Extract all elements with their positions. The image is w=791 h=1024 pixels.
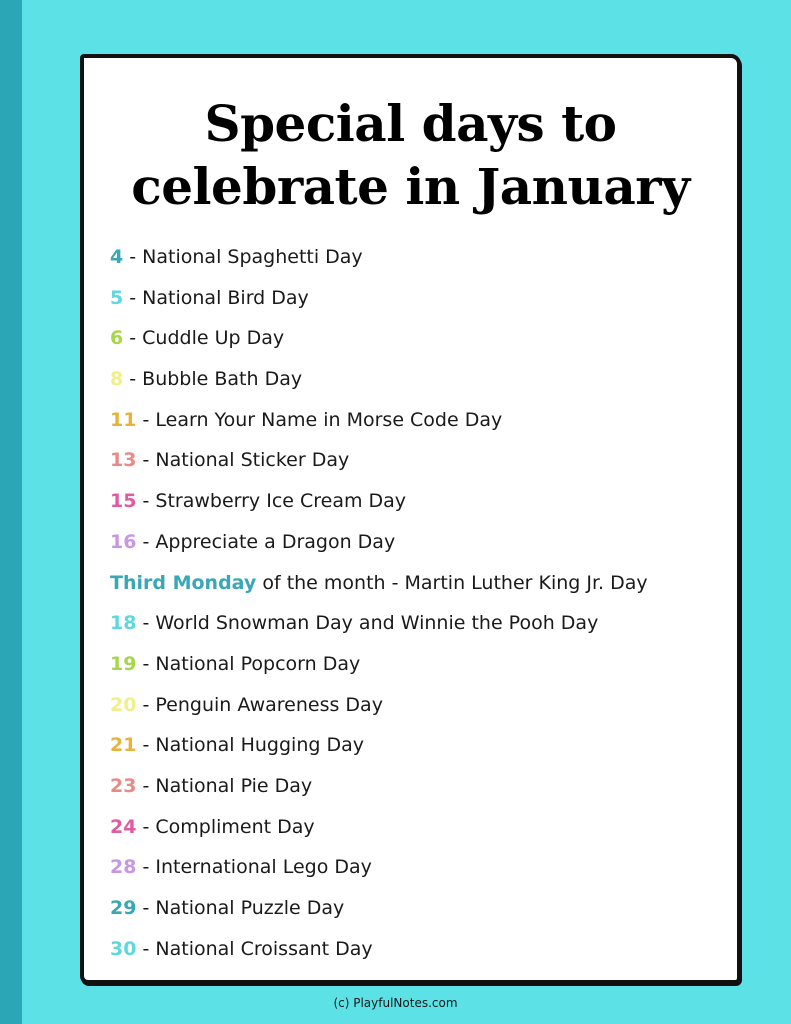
day-number: 4 [110,246,124,268]
list-item [110,278,648,319]
list-item [110,563,648,604]
list-item [110,847,648,888]
day-number: 20 [110,693,137,716]
list-item [110,481,648,522]
page-title [84,92,737,218]
day-description: - Appreciate a Dragon Day [136,530,396,553]
day-number: Third Monday [110,571,257,594]
list-item [110,807,648,848]
day-description: - Penguin Awareness Day [136,693,383,716]
day-number: 24 [110,815,137,838]
day-description: - Cuddle Up Day [123,327,285,350]
list-item [110,725,648,766]
day-description: - Bubble Bath Day [123,368,303,391]
day-number: 28 [110,856,137,879]
day-number: 21 [110,734,137,757]
day-number: 18 [110,612,137,635]
day-number: 16 [110,530,137,553]
day-number: 11 [110,408,137,431]
list-item [110,929,648,970]
list-item [110,644,648,685]
day-number: 19 [110,652,137,675]
list-item [110,766,648,807]
day-description: - National Puzzle Day [136,897,345,919]
list-item [110,440,648,481]
title-line-1: Special days to [204,94,617,153]
day-number: 13 [110,449,137,472]
special-days-list [110,237,648,969]
day-number: 23 [110,774,137,797]
title-line-2: celebrate in January [131,157,690,216]
day-description: - Learn Your Name in Morse Code Day [136,408,503,431]
list-item [110,888,648,929]
list-item [110,359,648,400]
day-number: 8 [110,368,124,391]
day-description: - National Pie Day [136,774,313,797]
day-description: - National Spaghetti Day [123,246,363,268]
day-description: of the month - Martin Luther King Jr. Day [256,571,648,594]
day-description: - International Lego Day [136,856,372,879]
content-card [80,54,741,984]
day-description: - National Popcorn Day [136,652,361,675]
list-item [110,685,648,726]
day-number: 30 [110,937,137,960]
list-item [110,318,648,359]
list-item [110,237,648,278]
day-description: - Strawberry Ice Cream Day [136,490,407,513]
list-item [110,522,648,563]
day-number: 6 [110,327,124,350]
left-spine [0,0,22,1024]
day-description: - National Croissant Day [136,937,373,960]
day-description: - National Sticker Day [136,449,350,472]
copyright-footer: (c) PlayfulNotes.com [333,996,458,1010]
day-description: - Compliment Day [136,815,315,838]
day-description: - World Snowman Day and Winnie the Pooh Day [136,612,599,635]
day-description: - National Bird Day [123,286,309,309]
day-number: 15 [110,490,137,513]
day-number: 5 [110,286,124,309]
day-number: 29 [110,897,137,919]
list-item [110,400,648,441]
day-description: - National Hugging Day [136,734,364,757]
list-item [110,603,648,644]
